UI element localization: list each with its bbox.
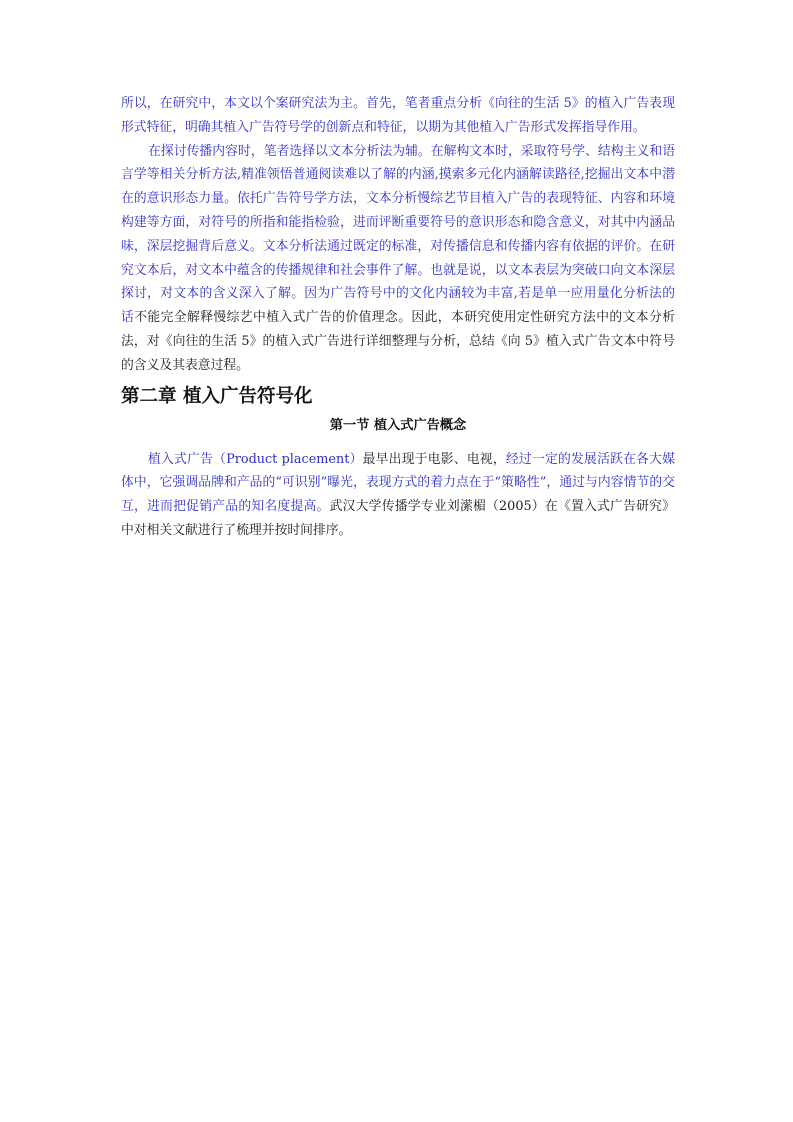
- paragraph-text-analysis-black: 不能完全解释慢综艺中植入式广告的价值理念。因此，本研究使用定性研究方法中的文本分析法，对《向往的生活 5》的植入式广告进行详细整理与分析，总结《向 5》植入式广告文本中符号的含义及其表意过程。: [121, 310, 676, 373]
- placement-term: 植入式广告（Product placement）: [148, 451, 363, 467]
- paragraph-text-analysis: [121, 140, 675, 378]
- document-page: [121, 92, 675, 543]
- paragraph-text-analysis-blue: 在探讨传播内容时，笔者选择以文本分析法为辅。在解构文本时，采取符号学、结构主义和语言学等相关分析方法,精准领悟普通阅读难以了解的内涵,摸索多元化内涵解读路径,挖掘出文本中潜在的意识形态力量。依托广告符号学方法，文本分析慢综艺节目植入广告的表现特征、内容和环境构建等方面，对符号的所指和能指检验，进而评断重要符号的意识形态和隐含意义，对其中内涵品味，深层挖掘背后意义。文本分析法通过既定的标准，对传播信息和传播内容有依据的评价。在研究文本后，对文本中蕴含的传播规律和社会事件了解。也就是说，以文本表层为突破口向文本深层探讨，对文本的含义深入了解。因为广告符号中的文化内涵较为丰富,若是单一应用量化分析法的话: [121, 143, 675, 326]
- placement-description: 经过一定的发展活跃在各大媒体中，它强调品牌和产品的“可识别”曝光，表现方式的着力点在于“策略性”，通过与内容情节的交互，进而把促销产品的知名度提高。: [121, 451, 676, 515]
- paragraph-research-method: [121, 92, 675, 140]
- paragraph-placement-concept: [121, 448, 675, 543]
- chapter-title: 第二章 植入广告符号化: [121, 385, 313, 407]
- paragraph-research-method-text: 所以，在研究中，本文以个案研究法为主。首先，笔者重点分析《向往的生活 5》的植入广告表现形式特征，明确其植入广告符号学的创新点和特征，以期为其他植入广告形式发挥指导作用。: [121, 96, 675, 135]
- placement-reference: 武汉大学传播学专业刘潆楣（2005）在《置入式广告研究》中对相关文献进行了梳理并按时间排序。: [121, 499, 675, 538]
- placement-origin: 最早出现于电影、电视，: [362, 451, 506, 467]
- section-title: 第一节 植入式广告概念: [329, 417, 467, 433]
